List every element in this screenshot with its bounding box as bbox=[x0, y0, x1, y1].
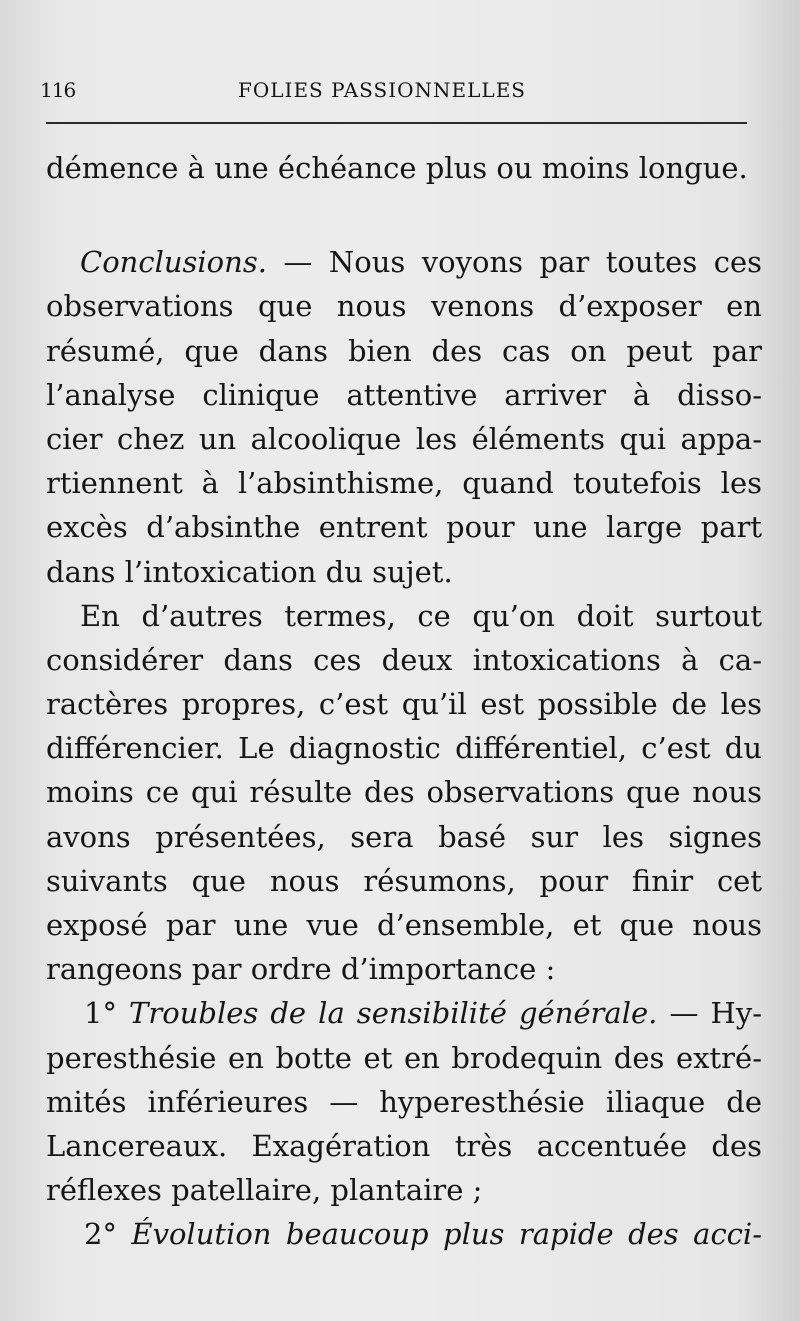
text-line: cier chez un alcoolique les éléments qui appa- bbox=[46, 421, 762, 456]
text-line: résumé, que dans bien des cas on peut par bbox=[46, 333, 762, 368]
text-line: exposé par une vue d’ensemble, et que nous bbox=[46, 908, 762, 942]
text-line: dans l’intoxication du sujet. bbox=[46, 554, 453, 589]
text-line: avons présentées, sera basé sur les signes bbox=[46, 819, 762, 854]
text-line: moins ce qui résulte des observations que nous bbox=[46, 775, 762, 810]
running-head: FOLIES PASSIONNELLES bbox=[238, 78, 526, 102]
conclusions-line bbox=[46, 240, 762, 284]
text-line: rangeons par ordre d’importance : bbox=[46, 952, 556, 987]
text-line: observations que nous venons d’exposer en bbox=[46, 289, 762, 324]
text-line: rtiennent à l’absinthisme, quand toutefois les bbox=[46, 466, 762, 501]
text-line: En d’autres termes, ce qu’on doit surtout bbox=[80, 598, 762, 633]
text-line: mités inférieures — hyperesthésie iliaque de bbox=[46, 1084, 762, 1119]
text-line: suivants que nous résumons, pour finir cet bbox=[46, 863, 762, 898]
list-item-1 bbox=[46, 991, 762, 1035]
page-number: 116 bbox=[40, 78, 76, 102]
item-heading: Évolution beaucoup plus rapide des acci- bbox=[131, 1217, 762, 1252]
page-header bbox=[40, 78, 752, 106]
conclusions-text: — Nous voyons par toutes ces bbox=[266, 245, 762, 280]
list-item-2 bbox=[46, 1212, 762, 1256]
item-text: — Hy- bbox=[657, 996, 762, 1031]
body-text bbox=[46, 146, 762, 1257]
text-line: différencier. Le diagnostic différentiel, c’est du bbox=[46, 731, 762, 766]
item-heading: Troubles de la sensibilité générale. bbox=[129, 996, 658, 1031]
text-line: considérer dans ces deux intoxications à ca- bbox=[46, 642, 762, 677]
text-line: l’analyse clinique attentive arriver à disso- bbox=[46, 377, 762, 412]
item-number: 1° bbox=[84, 996, 117, 1031]
text-line: Lancereaux. Exagération très accentuée des bbox=[46, 1128, 762, 1163]
text-line: réflexes patellaire, plantaire ; bbox=[46, 1173, 483, 1208]
text-line: ractères propres, c’est qu’il est possible de les bbox=[46, 687, 762, 722]
text-line: démence à une échéance plus ou moins longue. bbox=[46, 151, 748, 185]
text-line: excès d’absinthe entrent pour une large part bbox=[46, 510, 762, 545]
header-rule bbox=[46, 122, 747, 124]
conclusions-heading: Conclusions. bbox=[80, 245, 267, 280]
item-number: 2° bbox=[84, 1217, 117, 1252]
text-line: peresthésie en botte et en brodequin des extré- bbox=[46, 1040, 762, 1075]
